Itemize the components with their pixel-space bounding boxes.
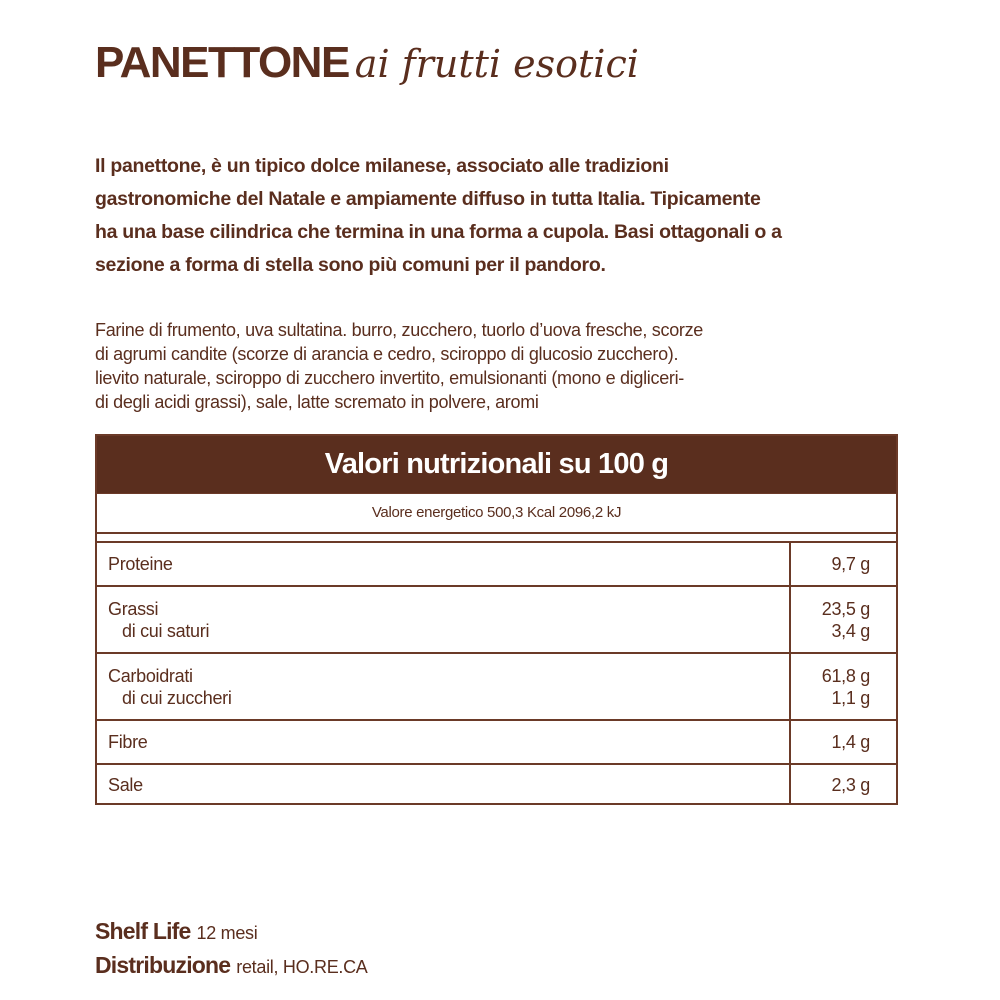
nutrient-name: Carboidrati (108, 666, 193, 686)
product-title-main: PANETTONE (95, 38, 349, 87)
nutrient-name: Sale (97, 765, 791, 803)
distribution-label: Distribuzione (95, 952, 231, 978)
nutrient-value: 23,5 g (821, 599, 870, 619)
nutrition-row-carboidrati (97, 652, 896, 719)
ingredients-line: lievito naturale, sciroppo di zucchero invertito, emulsionanti (mono e digliceri- (95, 368, 684, 388)
energy-value-row: Valore energetico 500,3 Kcal 2096,2 kJ (97, 493, 896, 534)
product-footer (95, 918, 368, 986)
nutrient-value: 1,4 g (831, 732, 870, 752)
ingredients-list (95, 318, 900, 414)
nutrition-table (95, 434, 898, 805)
nutrient-value-cell (791, 587, 896, 652)
nutrient-name: Fibre (97, 721, 791, 763)
description-line: gastronomiche del Natale e ampiamente diffuso in tutta Italia. Tipicamente (95, 188, 761, 210)
nutrient-name: Proteine (97, 543, 791, 585)
ingredients-line: Farine di frumento, uva sultatina. burro, zucchero, tuorlo d’uova fresche, scorze (95, 320, 704, 340)
nutrient-value: 9,7 g (831, 554, 870, 574)
nutrient-sub-value: 3,4 g (831, 621, 870, 641)
shelf-life-value: 12 mesi (196, 923, 258, 943)
shelf-life-label: Shelf Life (95, 918, 191, 944)
ingredients-line: di degli acidi grassi), sale, latte scremato in polvere, aromi (95, 392, 539, 412)
nutrient-sub-name: di cui zuccheri (122, 688, 232, 708)
nutrition-row-grassi (97, 585, 896, 652)
nutrient-sub-name: di cui saturi (122, 621, 210, 641)
nutrient-name-cell (97, 654, 791, 719)
ingredients-line: di agrumi candite (scorze di arancia e cedro, sciroppo di glucosio zucchero). (95, 344, 679, 364)
nutrition-row-fibre (97, 719, 896, 763)
nutrient-name: Grassi (108, 599, 159, 619)
nutrition-row-sale (97, 763, 896, 803)
table-spacer (97, 534, 896, 541)
nutrient-sub-value: 1,1 g (831, 688, 870, 708)
description-line: Il panettone, è un tipico dolce milanese, associato alle tradizioni (95, 155, 669, 177)
nutrient-value-cell (791, 654, 896, 719)
distribution-line (95, 952, 368, 986)
nutrition-row-proteine (97, 541, 896, 585)
nutrient-value: 2,3 g (831, 775, 870, 795)
nutrient-name-cell (97, 587, 791, 652)
product-description (95, 150, 895, 282)
distribution-value: retail, HO.RE.CA (236, 957, 368, 977)
nutrition-table-header: Valori nutrizionali su 100 g (97, 436, 896, 493)
product-title (95, 38, 639, 88)
description-line: sezione a forma di stella sono più comuni per il pandoro. (95, 254, 606, 276)
description-line: ha una base cilindrica che termina in una forma a cupola. Basi ottagonali o a (95, 221, 782, 243)
product-title-subtitle: ai frutti esotici (354, 42, 639, 86)
nutrient-value: 61,8 g (821, 666, 870, 686)
shelf-life-line (95, 918, 368, 952)
